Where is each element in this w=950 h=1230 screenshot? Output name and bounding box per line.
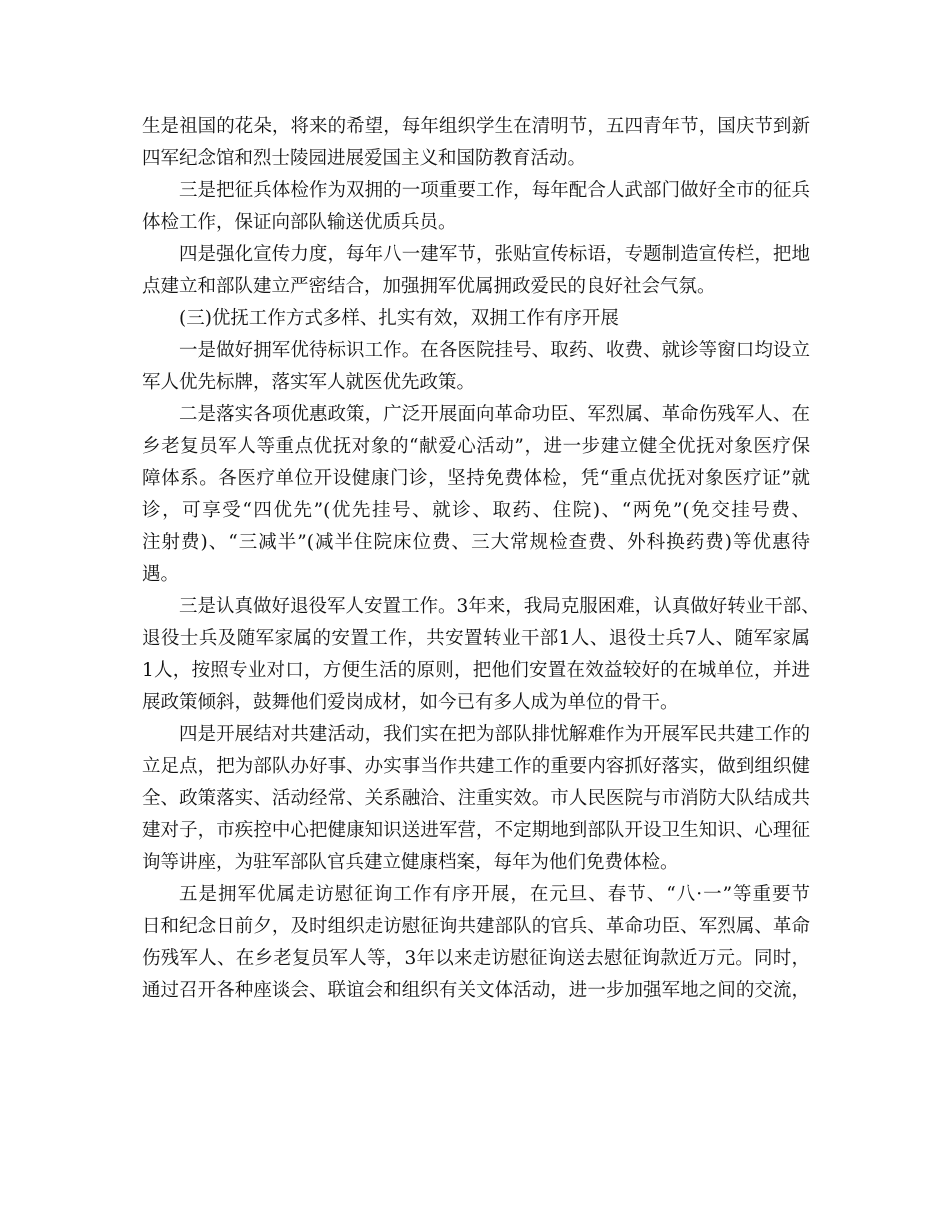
document-body (142, 111, 820, 1007)
paragraph-line: 三是把征兵体检作为双拥的一项重要工作，每年配合人武部门做好全市的征兵 (179, 180, 810, 201)
text-line: 诊，可享受“四优先”(优先挂号、就诊、取药、住院)、“两免”(免交挂号费、 (142, 500, 810, 521)
text-line: 障体系。各医疗单位开设健康门诊，坚持免费体检，凭“重点优抚对象医疗证”就 (142, 468, 810, 489)
text-line: 通过召开各种座谈会、联谊会和组织有关文体活动，进一步加强军地之间的交流， (142, 980, 810, 1001)
section-heading: (三)优抚工作方式多样、扎实有效，双拥工作有序开展 (179, 308, 619, 329)
text-line: 点建立和部队建立严密结合，加强拥军优属拥政爱民的良好社会气氛。 (142, 276, 716, 297)
paragraph-line: 一是做好拥军优待标识工作。在各医院挂号、取药、收费、就诊等窗口均设立 (179, 340, 810, 361)
text-line: 日和纪念日前夕，及时组织走访慰征询共建部队的官兵、革命功臣、军烈属、革命 (142, 916, 810, 937)
paragraph-line: 二是落实各项优惠政策，广泛开展面向革命功臣、军烈属、革命伤残军人、在 (179, 404, 810, 425)
paragraph-line: 三是认真做好退役军人安置工作。3年来，我局克服困难，认真做好转业干部、 (179, 596, 820, 617)
paragraph-line: 五是拥军优属走访慰征询工作有序开展，在元旦、春节、“八·一”等重要节 (179, 884, 810, 905)
paragraph-line: 四是强化宣传力度，每年八一建军节，张贴宣传标语，专题制造宣传栏，把地 (179, 244, 810, 265)
text-line: 询等讲座，为驻军部队官兵建立健康档案，每年为他们免费体检。 (142, 852, 679, 873)
text-line: 展政策倾斜，鼓舞他们爱岗成材，如今已有多人成为单位的骨干。 (142, 692, 679, 713)
text-line: 体检工作，保证向部队输送优质兵员。 (142, 212, 457, 233)
text-line: 注射费)、“三减半”(减半住院床位费、三大常规检查费、外科换药费)等优惠待 (142, 532, 810, 553)
paragraph-line: 四是开展结对共建活动，我们实在把为部队排忧解难作为开展军民共建工作的 (179, 724, 810, 745)
text-line: 遇。 (142, 564, 180, 585)
text-line: 乡老复员军人等重点优抚对象的“献爱心活动”，进一步建立健全优抚对象医疗保 (142, 436, 810, 457)
text-line: 1人，按照专业对口，方便生活的原则，把他们安置在效益较好的在城单位，并进 (142, 660, 810, 681)
text-line: 立足点，把为部队办好事、办实事当作共建工作的重要内容抓好落实，做到组织健 (142, 756, 810, 777)
text-line: 建对子，市疾控中心把健康知识送进军营，不定期地到部队开设卫生知识、心理征 (142, 820, 810, 841)
text-line: 全、政策落实、活动经常、关系融洽、注重实效。市人民医院与市消防大队结成共 (142, 788, 810, 809)
text-line: 退役士兵及随军家属的安置工作，共安置转业干部1人、退役士兵7人、随军家属 (142, 628, 810, 649)
text-line: 生是祖国的花朵，将来的希望，每年组织学生在清明节，五四青年节，国庆节到新 (142, 116, 810, 137)
text-line: 四军纪念馆和烈士陵园进展爱国主义和国防教育活动。 (142, 148, 587, 169)
text-line: 伤残军人、在乡老复员军人等，3年以来走访慰征询送去慰征询款近万元。同时， (142, 948, 810, 969)
text-line: 军人优先标牌，落实军人就医优先政策。 (142, 372, 476, 393)
